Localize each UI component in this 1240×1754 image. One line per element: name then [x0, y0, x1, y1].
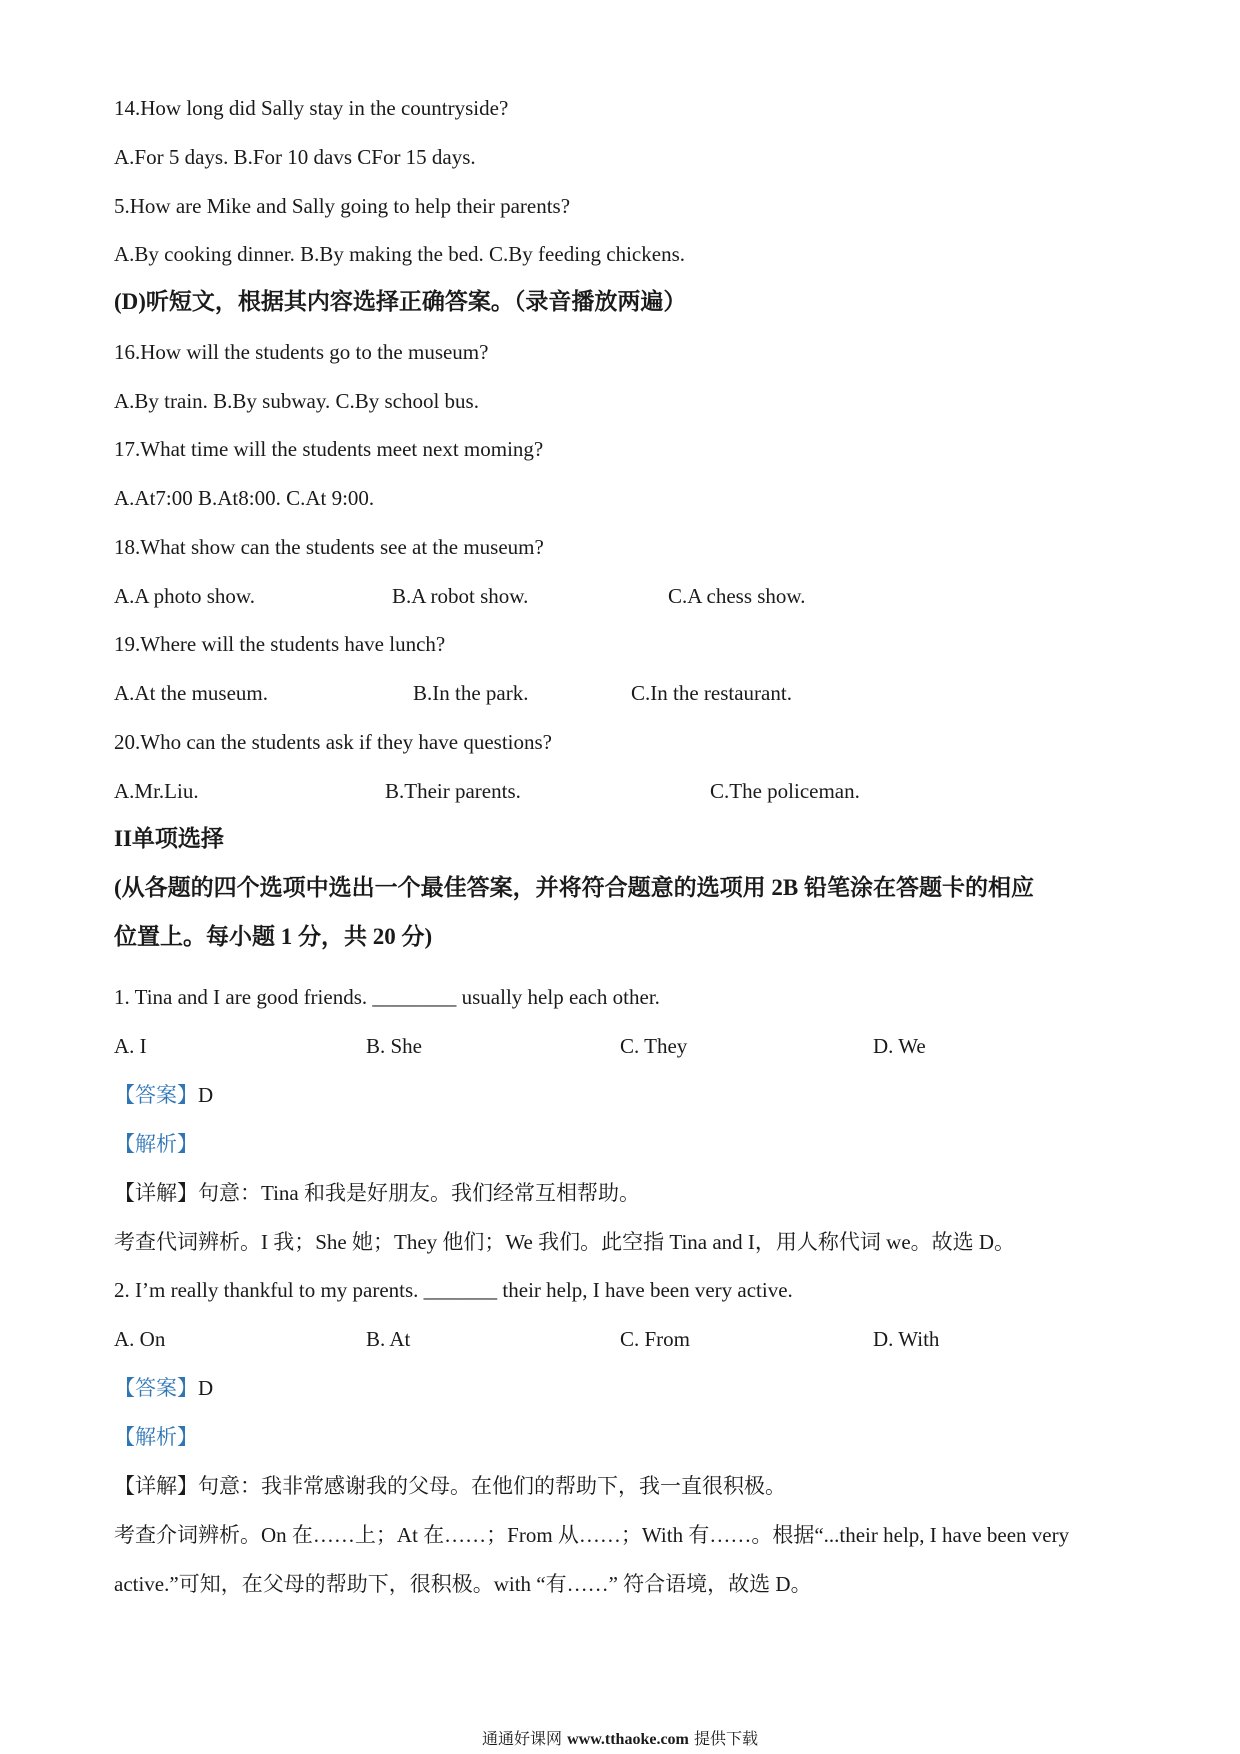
- question-14: 14.How long did Sally stay in the countryside?: [114, 96, 509, 120]
- question-18: 18.What show can the students see at the museum?: [114, 535, 544, 559]
- question-1-option-b: B. She: [366, 1034, 423, 1058]
- question-19-option-a: A.At the museum.: [114, 681, 268, 705]
- analysis-tag: 【解析】: [114, 1132, 198, 1156]
- question-2-option-d: D. With: [873, 1327, 940, 1351]
- question-18-option-c: C.A chess show.: [668, 584, 806, 608]
- detail-tag: 【详解】: [114, 1181, 198, 1205]
- footer-site-name: 通通好课网: [482, 1729, 563, 1748]
- question-17-options: A.At7:00 B.At8:00. C.At 9:00.: [114, 486, 375, 510]
- question-14-options: A.For 5 days. B.For 10 davs CFor 15 days.: [114, 145, 476, 169]
- question-1-answer: [114, 1081, 213, 1109]
- question-2-analysis: [114, 1423, 198, 1451]
- footer-url-link[interactable]: www.tthaoke.com: [567, 1731, 689, 1748]
- question-1-stem: 1. Tina and I are good friends. ________ usually help each other.: [114, 985, 660, 1009]
- question-19: 19.Where will the students have lunch?: [114, 632, 446, 656]
- question-15: 5.How are Mike and Sally going to help their parents?: [114, 194, 571, 218]
- question-15-options: A.By cooking dinner. B.By making the bed. C.By feeding chickens.: [114, 242, 685, 266]
- question-19-option-c: C.In the restaurant.: [631, 681, 792, 705]
- question-16: 16.How will the students go to the museum?: [114, 340, 489, 364]
- question-20: 20.Who can the students ask if they have questions?: [114, 730, 552, 754]
- question-19-option-b: B.In the park.: [413, 681, 529, 705]
- question-2-detail: [114, 1472, 786, 1500]
- answer-tag: 【答案】: [114, 1083, 198, 1107]
- question-2-answer: [114, 1374, 213, 1402]
- question-20-option-c: C.The policeman.: [710, 779, 860, 803]
- detail-text: 句意：我非常感谢我的父母。在他们的帮助下，我一直很积极。: [198, 1474, 786, 1498]
- question-2-stem: 2. I’m really thankful to my parents. _______ their help, I have been very active.: [114, 1278, 793, 1302]
- analysis-tag: 【解析】: [114, 1425, 198, 1449]
- section-2-instruction-line-1: (从各题的四个选项中选出一个最佳答案，并将符合题意的选项用 2B 铅笔涂在答题卡的相应: [114, 875, 1034, 900]
- section-2-instruction-line-2: 位置上。每小题 1 分，共 20 分): [114, 924, 433, 949]
- question-20-option-a: A.Mr.Liu.: [114, 779, 199, 803]
- question-1-explanation: 考查代词辨析。I 我；She 她；They 他们；We 我们。此空指 Tina and I，用人称代词 we。故选 D。: [114, 1230, 1016, 1254]
- question-1-option-d: D. We: [873, 1034, 926, 1058]
- question-18-option-a: A.A photo show.: [114, 584, 255, 608]
- question-2-option-a: A. On: [114, 1327, 166, 1351]
- question-2-explanation-line-1: 考查介词辨析。On 在……上；At 在……；From 从……；With 有……。根据“...their help, I have been very: [114, 1523, 1070, 1547]
- footer-suffix: 提供下载: [693, 1729, 758, 1748]
- question-2-option-c: C. From: [620, 1327, 691, 1351]
- answer-tag: 【答案】: [114, 1376, 198, 1400]
- question-2-option-b: B. At: [366, 1327, 411, 1351]
- question-2-explanation-line-2: active.”可知，在父母的帮助下，很积极。with “有……” 符合语境，故选 D。: [114, 1572, 812, 1596]
- detail-text: 句意：Tina 和我是好朋友。我们经常互相帮助。: [198, 1181, 640, 1205]
- question-1-option-a: A. I: [114, 1034, 147, 1058]
- detail-tag: 【详解】: [114, 1474, 198, 1498]
- question-1-analysis: [114, 1130, 198, 1158]
- page-footer: [0, 1729, 1240, 1750]
- section-d-heading: (D)听短文，根据其内容选择正确答案。（录音播放两遍）: [114, 289, 687, 314]
- question-1-detail: [114, 1179, 640, 1207]
- question-18-option-b: B.A robot show.: [392, 584, 529, 608]
- section-2-title: II单项选择: [114, 826, 224, 851]
- question-17: 17.What time will the students meet next moming?: [114, 437, 544, 461]
- question-1-option-c: C. They: [620, 1034, 688, 1058]
- answer-value: D: [198, 1083, 214, 1107]
- question-16-options: A.By train. B.By subway. C.By school bus.: [114, 389, 479, 413]
- question-20-option-b: B.Their parents.: [385, 779, 521, 803]
- answer-value: D: [198, 1376, 214, 1400]
